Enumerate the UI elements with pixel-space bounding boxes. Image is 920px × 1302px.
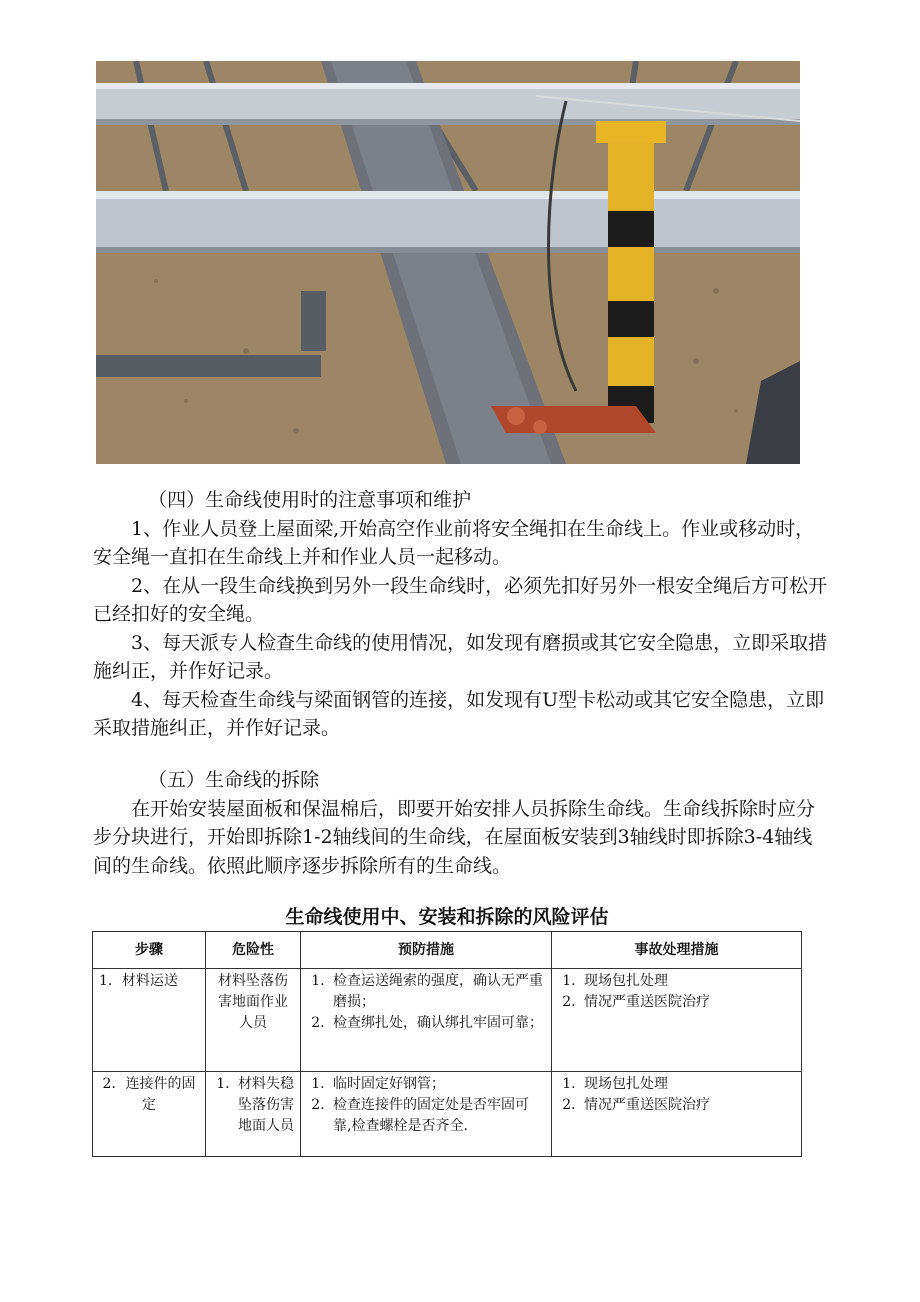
hazard-text: 材料坠落伤害地面作业人员 [218, 973, 288, 1031]
lifeline-photo [96, 61, 800, 464]
header-response: 事故处理措施 [552, 932, 802, 969]
prevention-item: 2. 检查绑扎处，确认绑扎牢固可靠； [329, 1013, 545, 1034]
response-cell [552, 969, 802, 1072]
section4-item-1: 1、作业人员登上屋面梁,开始高空作业前将安全绳扣在生命线上。作业或移动时，安全绳一直扣在生命线上并和作业人员一起移动。 [93, 517, 815, 568]
section4-heading: （四）生命线使用时的注意事项和维护 [148, 489, 472, 511]
section-maintenance [93, 486, 829, 743]
table-title: 生命线使用中、安装和拆除的风险评估 [285, 906, 609, 928]
section5-heading: （五）生命线的拆除 [148, 769, 320, 791]
section4-item-2: 2、在从一段生命线换到另外一段生命线时，必须先扣好另外一根安全绳后方可松开已经扣好的安全绳。 [93, 574, 828, 625]
prevention-item: 2. 检查连接件的固定处是否牢固可靠,检查螺栓是否齐全. [329, 1095, 545, 1137]
hazard-item: 1. 材料失稳坠落伤害地面人员 [234, 1074, 294, 1137]
section5-body: 在开始安装屋面板和保温棉后，即要开始安排人员拆除生命线。生命线拆除时应分步分块进行，开始即拆除1-2轴线间的生命线，在屋面板安装到3轴线时即拆除3-4轴线间的生命线。依照此顺序逐步拆除所有的生命线。 [93, 797, 816, 877]
section4-item-4: 4、每天检查生命线与梁面钢管的连接，如发现有U型卡松动或其它安全隐患，立即采取措施纠正，并作好记录。 [93, 688, 825, 739]
hazard-cell [206, 1072, 301, 1157]
step-cell: 2．连接件的固定 [93, 1072, 206, 1157]
section4-item-3: 3、每天派专人检查生命线的使用情况，如发现有磨损或其它安全隐患，立即采取措施纠正，并作好记录。 [93, 631, 828, 682]
response-item: 2. 情况严重送医院治疗 [580, 992, 795, 1013]
table-row [93, 1072, 802, 1157]
response-item: 1. 现场包扎处理 [580, 1074, 795, 1095]
table-header-row [93, 932, 802, 969]
header-hazard: 危险性 [206, 932, 301, 969]
response-item: 2. 情况严重送医院治疗 [580, 1095, 795, 1116]
table-row [93, 969, 802, 1072]
header-prevention: 预防措施 [301, 932, 552, 969]
section-removal [93, 766, 829, 880]
response-cell [552, 1072, 802, 1157]
response-item: 1. 现场包扎处理 [580, 971, 795, 992]
step-cell: 1．材料运送 [93, 969, 206, 1072]
prevention-item: 1. 临时固定好钢管； [329, 1074, 545, 1095]
hazard-cell [206, 969, 301, 1072]
prevention-item: 1. 检查运送绳索的强度，确认无严重磨损； [329, 971, 545, 1013]
prevention-cell [301, 1072, 552, 1157]
risk-assessment-table [92, 931, 802, 1157]
header-step: 步骤 [93, 932, 206, 969]
prevention-cell [301, 969, 552, 1072]
lifeline-post-image [96, 61, 800, 464]
